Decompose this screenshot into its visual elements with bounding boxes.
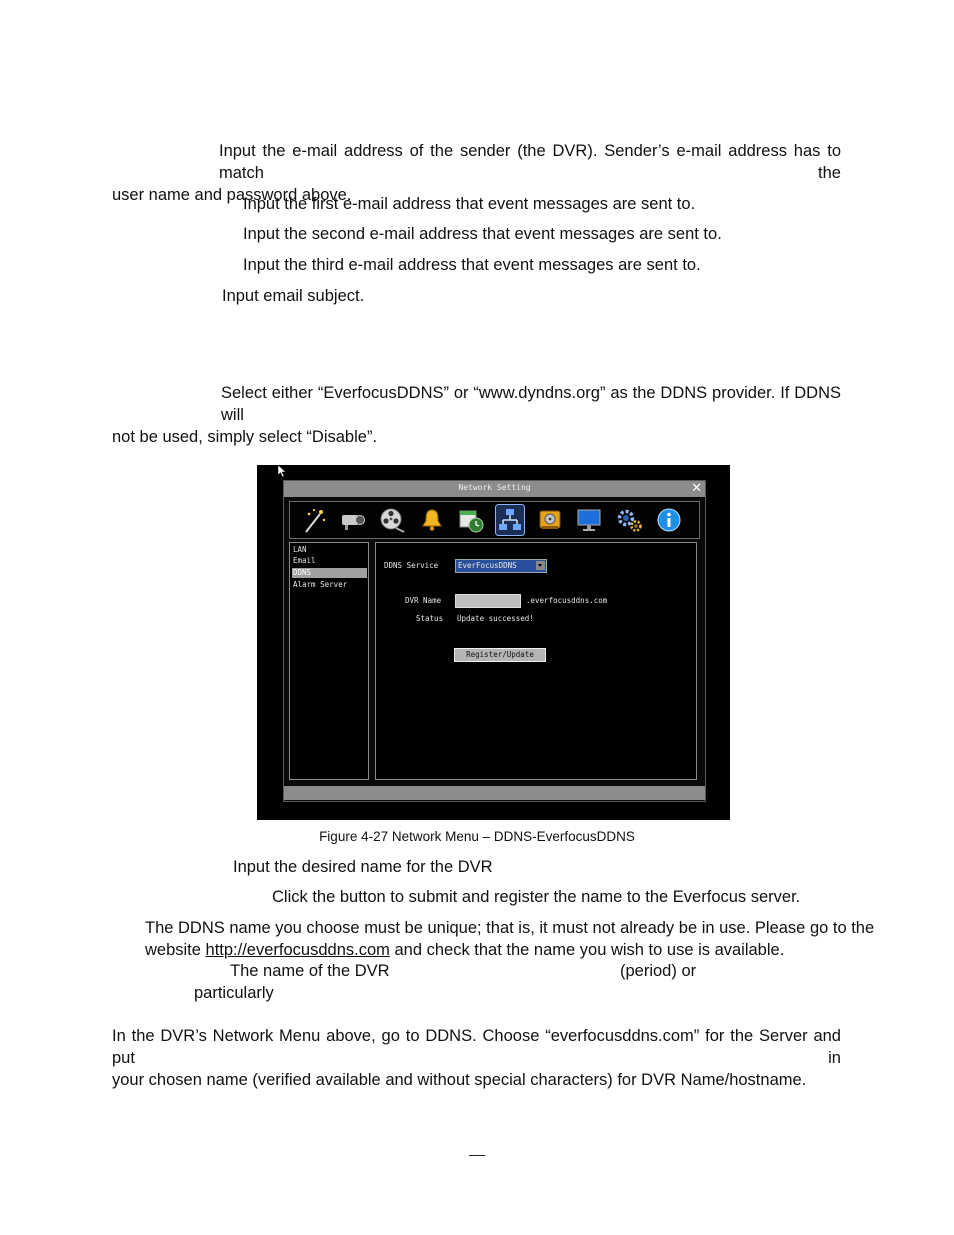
window-footer-bar (284, 786, 705, 800)
gear-icon[interactable] (615, 506, 643, 534)
unique-note-suffix: and check that the name you wish to use is available. (389, 941, 785, 959)
sender-line-2: user name and password above. (112, 186, 352, 204)
schedule-icon[interactable] (457, 506, 485, 534)
ddns-paragraph (112, 382, 841, 448)
camera-icon[interactable] (339, 506, 367, 534)
name-note-c: particularly (194, 984, 274, 1002)
page-number-underline (469, 1155, 485, 1156)
network-setting-window (283, 480, 706, 802)
status-value: Update successed! (457, 614, 534, 623)
menu-item-ddns[interactable]: DDNS (292, 568, 367, 578)
name-note-b: (period) or (620, 962, 697, 980)
info-icon[interactable] (655, 506, 683, 534)
final-line-2: your chosen name (verified available and without special characters) for DVR Name/hostname. (112, 1071, 807, 1089)
status-label: Status (416, 614, 444, 623)
recipient-2-text: Input the second e-mail address that event messages are sent to. (243, 225, 722, 243)
dvr-name-suffix: .everfocusddns.com (526, 596, 608, 605)
ddns-service-select[interactable] (455, 559, 547, 573)
register-update-button[interactable]: Register/Update (454, 648, 546, 662)
dvr-name-input[interactable] (455, 594, 521, 608)
mouse-cursor-icon (278, 465, 286, 477)
menu-item-email[interactable]: Email (293, 556, 316, 565)
window-title: Network Setting (458, 483, 531, 492)
film-reel-icon[interactable] (378, 506, 406, 534)
menu-toolbar (289, 501, 700, 539)
disk-icon[interactable] (536, 506, 564, 534)
unique-note-line-2 (145, 939, 784, 961)
ddns-service-value: EverFocusDDNS (458, 561, 517, 570)
ddns-service-label: DDNS Service (384, 561, 439, 570)
unique-note-prefix: website (145, 941, 206, 959)
menu-item-lan[interactable]: LAN (293, 545, 307, 554)
dvr-name-label: DVR Name (405, 596, 442, 605)
dvr-screenshot (257, 465, 730, 820)
dvr-name-description: Input the desired name for the DVR (233, 858, 493, 876)
unique-note-line-1: The DDNS name you choose must be unique; that is, it must not already be in use. Please go to the (145, 919, 875, 937)
recipient-3-text: Input the third e-mail address that event messages are sent to. (243, 256, 701, 274)
ddns-line-1: Select either “EverfocusDDNS” or “www.dyndns.org” as the DDNS provider. If DDNS will (221, 384, 841, 424)
final-paragraph (112, 1025, 841, 1091)
figure-caption: Figure 4-27 Network Menu – DDNS-EverfocusDDNS (319, 829, 635, 844)
sender-line-1: Input the e-mail address of the sender (the DVR). Sender’s e-mail address has to match the (219, 142, 841, 182)
ddns-settings-panel (375, 542, 697, 780)
monitor-icon[interactable] (575, 506, 603, 534)
ddns-line-2: not be used, simply select “Disable”. (112, 428, 378, 446)
network-icon[interactable] (495, 504, 525, 536)
name-note-a: The name of the DVR (230, 962, 390, 980)
recipient-1-text: Input the first e-mail address that event messages are sent to. (243, 195, 696, 213)
register-description: Click the button to submit and register the name to the Everfocus server. (272, 888, 801, 906)
window-titlebar (284, 481, 705, 497)
close-icon[interactable]: ✕ (691, 481, 702, 496)
final-line-1: In the DVR’s Network Menu above, go to DDNS. Choose “everfocusddns.com” for the Server and put in (112, 1027, 841, 1067)
subject-text: Input email subject. (222, 287, 365, 305)
everfocusddns-link[interactable]: http://everfocusddns.com (205, 941, 390, 959)
bell-icon[interactable] (418, 506, 446, 534)
settings-side-menu (289, 542, 369, 780)
menu-item-alarm-server[interactable]: Alarm Server (293, 580, 348, 589)
wizard-icon[interactable] (300, 506, 328, 534)
chevron-down-icon[interactable] (536, 561, 545, 570)
